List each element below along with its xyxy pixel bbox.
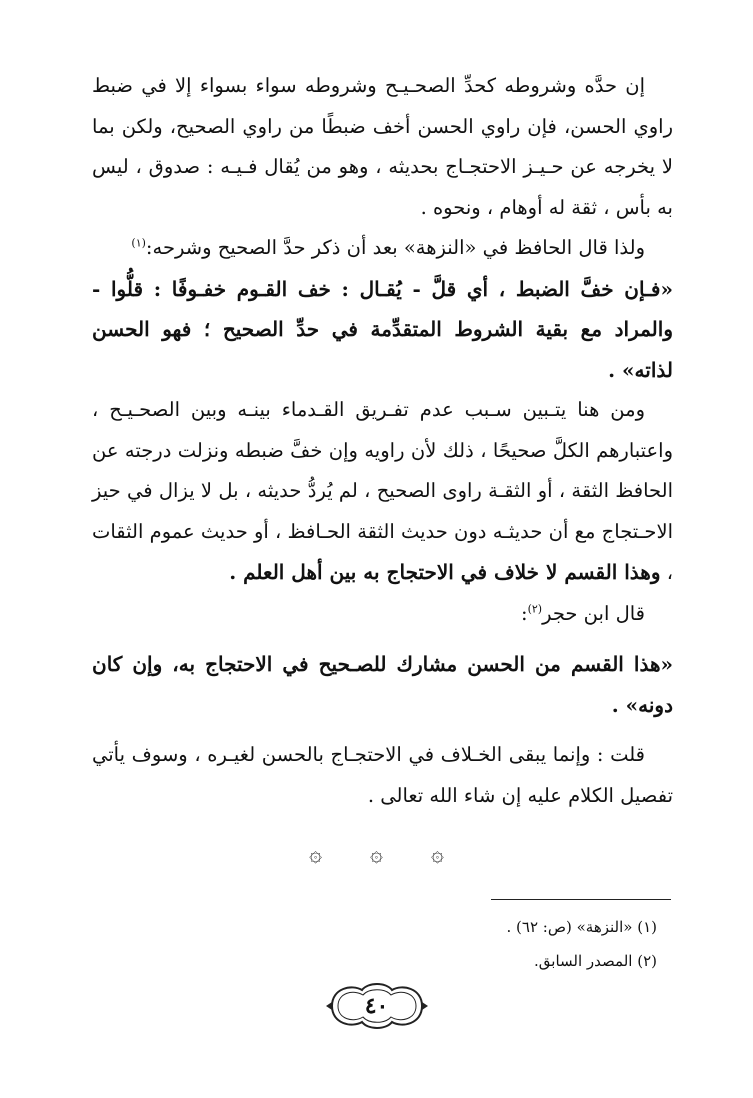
main-text (92, 66, 673, 816)
footnote-ref-1: (١) (131, 236, 146, 250)
quote-nuzha: «فـإن خفَّ الضبط ، أي قلَّ - يُقـال : خف القـوم خفـوفًا : قلُّوا - والمراد مع بقية الشروط المتقدِّمة في حدِّ الصحيح ؛ فهو الحسن لذاته» . (92, 276, 673, 382)
footnote-1: (١) «النزهة» (ص: ٦٢) . (506, 918, 657, 936)
nuzha-intro-text: ولذا قال الحافظ في «النزهة» بعد أن ذكر حدَّ الصحيح وشرحه: (145, 236, 645, 259)
page-number: ٤٠ (364, 993, 389, 1019)
ornament-icon: ۞ (309, 842, 323, 867)
paragraph-definition: إن حدَّه وشروطه كحدِّ الصحـيـح وشروطه سواء بسواء إلا في ضبط راوي الحسن، فإن راوي الحسن أخف ضبطًا من راوي الصحيح، ولكن بما لا يخرجه عن حـيـز الاحتجـاج بحديثه ، وهو من يُقال فـيـه : صدوق ، ليس به بأس ، ثقة له أوهام ، ونحوه . (92, 74, 673, 219)
footnotes (92, 910, 657, 978)
page-number-frame (322, 978, 432, 1034)
ornament-icon: ۞ (430, 842, 444, 867)
paragraph-ibn-hajar (92, 594, 673, 635)
paragraph-conclusion: قلت : وإنما يبقى الخـلاف في الاحتجـاج بالحسن لغيـره ، وسوف يأتي تفصيل الكلام عليه إن شاء الله تعالى . (92, 743, 673, 807)
footnote-ref-2: (٢) (527, 602, 543, 615)
footnote-divider (491, 899, 671, 900)
paragraph-explanation (92, 390, 673, 594)
footnote-2: (٢) المصدر السابق. (534, 952, 657, 970)
ibn-hajar-text: قال ابن حجر (542, 601, 645, 625)
explanation-text: ومن هنا يتـبين سـبب عدم تفـريق القـدماء بينـه وبين الصحـيـح ، واعتبارهم الكلَّ صحيحًا ، ذلك لأن راويه وإن خفَّ ضبطه ونزلت درجته عن الحافظ الثقة ، أو الثقـة راوى الصحيح ، لم يُردُّ حديثه ، بل لا يزال في حيز الاحـتجاج مع أن حديثـه دون حديث الثقة الحـافظ ، أو حديث عموم الثقات ، (92, 398, 673, 584)
explanation-bold: وهذا القسم لا خلاف في الاحتجاج به بين أهل العلم . (229, 560, 661, 584)
section-ornaments (0, 842, 753, 867)
paragraph-nuzha-intro (92, 228, 673, 269)
ibn-hajar-colon: : (520, 601, 528, 625)
quote-ibn-hajar: «هذا القسم من الحسن مشارك للصـحيح في الاحتجاج به، وإن كان دونه» . (92, 652, 673, 717)
ornament-icon: ۞ (370, 842, 383, 867)
